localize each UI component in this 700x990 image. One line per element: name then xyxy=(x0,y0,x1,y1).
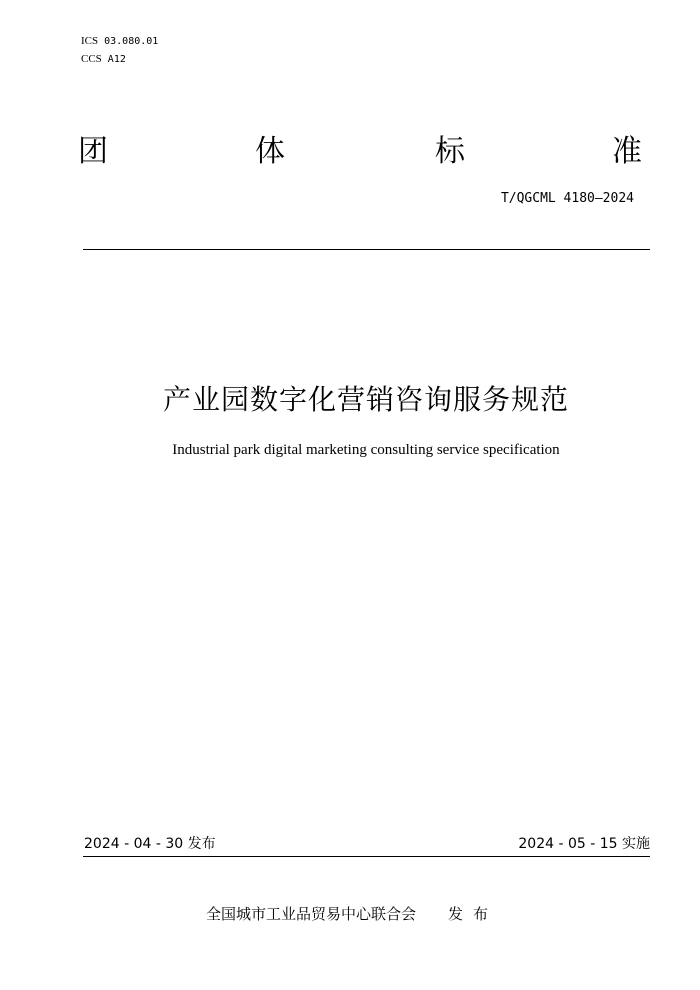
bottom-divider xyxy=(83,856,650,857)
standard-code: T/QGCML 4180—2024 xyxy=(500,191,634,206)
ccs-classification xyxy=(81,52,126,67)
document-title-chinese: 产业园数字化营销咨询服务规范 xyxy=(162,383,569,416)
publish-date: 2024 - 04 - 30 发布 xyxy=(84,836,216,852)
heading-char-3: 标 xyxy=(435,134,465,169)
heading-char-1: 团 xyxy=(78,134,108,169)
heading-char-2: 体 xyxy=(255,134,285,169)
release-label: 发布 xyxy=(448,905,499,923)
publisher-line xyxy=(206,904,498,924)
ics-classification xyxy=(81,34,158,49)
heading-char-4: 准 xyxy=(612,134,642,169)
ics-label: ICS xyxy=(81,35,99,47)
ics-value: 03.080.01 xyxy=(104,36,159,47)
ccs-label: CCS xyxy=(81,53,102,65)
document-title-english: Industrial park digital marketing consulting service specification xyxy=(172,442,560,458)
implement-date: 2024 - 05 - 15 实施 xyxy=(518,836,650,852)
top-divider xyxy=(83,249,650,250)
ccs-value: A12 xyxy=(107,54,126,65)
publisher-name: 全国城市工业品贸易中心联合会 xyxy=(206,905,417,923)
